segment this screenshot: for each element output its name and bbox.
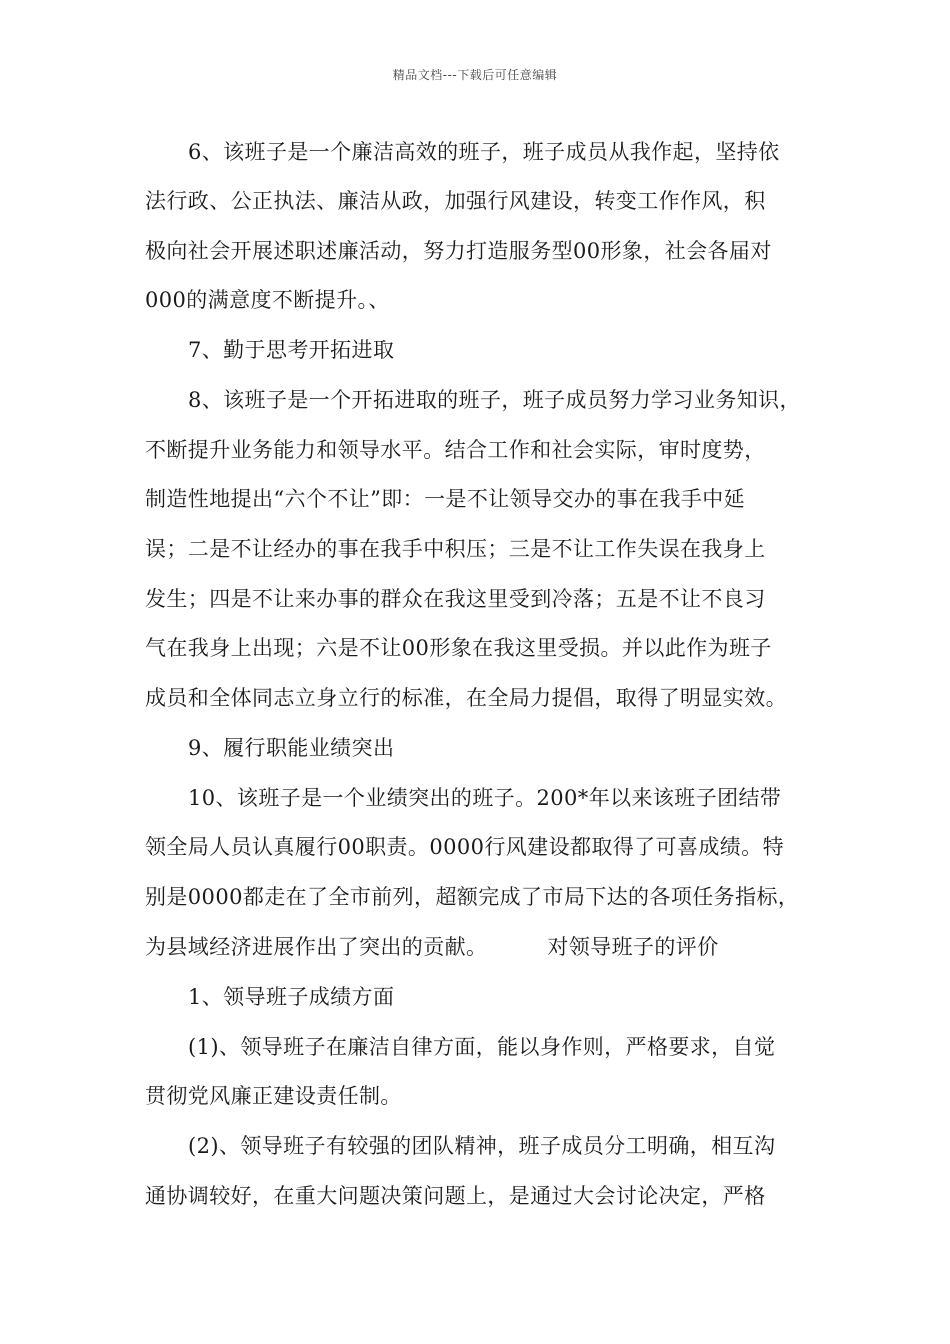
paragraph-line-text: 为县域经济进展作出了突出的贡献。 bbox=[145, 935, 488, 959]
paragraph-line: 6、该班子是一个廉洁高效的班子，班子成员从我作起，坚持依 bbox=[188, 140, 780, 164]
section-heading: 1、领导班子成绩方面 bbox=[188, 985, 395, 1009]
section-title: 对领导班子的评价 bbox=[547, 935, 719, 959]
paragraph-line: (1)、领导班子在廉洁自律方面，能以身作则，严格要求，自觉 bbox=[188, 1035, 776, 1059]
paragraph-line: 10、该班子是一个业绩突出的班子。200*年以来该班子团结带 bbox=[188, 786, 782, 810]
paragraph-line: 不断提升业务能力和领导水平。结合工作和社会实际，审时度势， bbox=[145, 438, 766, 462]
section-heading: 7、勤于思考开拓进取 bbox=[188, 338, 395, 362]
paragraph-line: 极向社会开展述职述廉活动，努力打造服务型00形象，社会各届对 bbox=[145, 239, 772, 263]
paragraph-line: 误；二是不让经办的事在我手中积压；三是不让工作失误在我身上 bbox=[145, 537, 766, 561]
paragraph-line: 000的满意度不断提升。、 bbox=[145, 288, 390, 312]
paragraph-line: 贯彻党风廉正建设责任制。 bbox=[145, 1084, 402, 1108]
paragraph-line: 领全局人员认真履行00职责。0000行风建设都取得了可喜成绩。特 bbox=[145, 835, 784, 859]
paragraph-line: 成员和全体同志立身立行的标准，在全局力提倡，取得了明显实效。 bbox=[145, 686, 787, 710]
paragraph-line: 8、该班子是一个开拓进取的班子，班子成员努力学习业务知识， bbox=[188, 388, 801, 412]
paragraph-line bbox=[145, 933, 719, 961]
paragraph-line: 发生；四是不让来办事的群众在我这里受到冷落；五是不让不良习 bbox=[145, 587, 766, 611]
paragraph-line: (2)、领导班子有较强的团队精神，班子成员分工明确，相互沟 bbox=[188, 1134, 776, 1158]
paragraph-line: 别是0000都走在了全市前列，超额完成了市局下达的各项任务指标， bbox=[145, 885, 800, 909]
paragraph-line: 通协调较好，在重大问题决策问题上，是通过大会讨论决定，严格 bbox=[145, 1184, 766, 1208]
paragraph-line: 气在我身上出现；六是不让00形象在我这里受损。并以此作为班子 bbox=[145, 636, 772, 660]
section-heading: 9、履行职能业绩突出 bbox=[188, 736, 395, 760]
paragraph-line: 制造性地提出“六个不让”即：一是不让领导交办的事在我手中延 bbox=[145, 487, 746, 511]
paragraph-line: 法行政、公正执法、廉洁从政，加强行风建设，转变工作作风，积 bbox=[145, 189, 766, 213]
page-header: 精品文档---下载后可任意编辑 bbox=[392, 68, 558, 82]
